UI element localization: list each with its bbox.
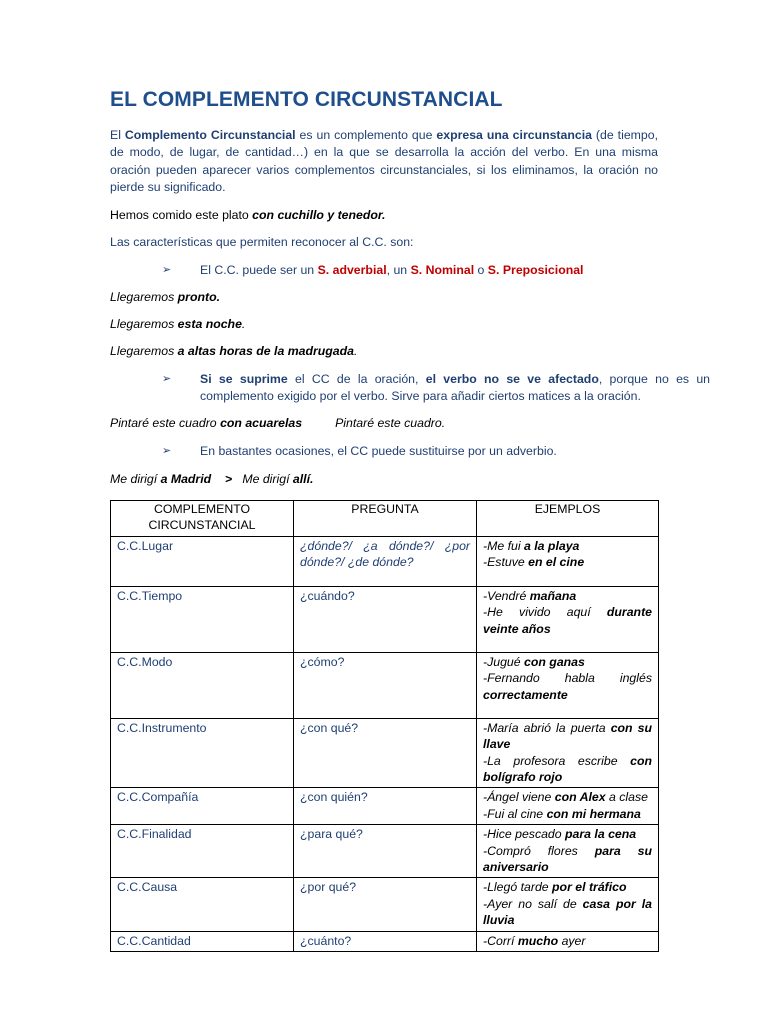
example-line (483, 806, 652, 822)
cc-type-cell: C.C.Compañía (111, 788, 294, 825)
example-text: Hemos comido este plato (110, 208, 253, 222)
example-italic: ayer (558, 933, 586, 948)
example-bold: para su aniversario (483, 843, 652, 875)
examples-cell (477, 718, 659, 788)
example-line (483, 896, 652, 929)
example-bold: casa por la lluvia (483, 896, 652, 928)
intro-paragraph (110, 127, 658, 197)
header-cell: COMPLEMENTO CIRCUNSTANCIAL (111, 501, 294, 537)
example-line (483, 933, 652, 949)
bullet-text: Si se suprime el CC de la oración, el verbo no se ve afectado, porque no es un complemento exigido por el verbo. Sirve para añadir ciertos matices a la oración. (200, 372, 711, 404)
cc-type-cell: C.C.Tiempo (111, 586, 294, 652)
question-cell: ¿con qué? (294, 718, 477, 788)
cc-type-cell: C.C.Instrumento (111, 718, 294, 788)
examples-cell (477, 878, 659, 931)
example-line (483, 654, 652, 670)
examples-cell (477, 536, 659, 586)
question-cell: ¿dónde?/ ¿a dónde?/ ¿por dónde?/ ¿de dónde? (294, 536, 477, 586)
example-line (483, 554, 652, 570)
example-bold: a la playa (524, 538, 580, 553)
example-italic: -Fernando habla inglés (483, 671, 652, 686)
example-italic: a clase (605, 790, 648, 805)
bullet-text: En bastantes ocasiones, el CC puede sustituirse por un adverbio. (200, 444, 557, 458)
table-row (111, 931, 659, 951)
example-bold: con mi hermana (546, 806, 641, 821)
example-italic: -Estuve (483, 555, 529, 570)
example-italic: -Llegó tarde (483, 880, 553, 895)
table-row (111, 536, 659, 586)
cc-type-cell: C.C.Finalidad (111, 825, 294, 878)
cc-type-cell: C.C.Modo (111, 652, 294, 718)
examples-cell (477, 652, 659, 718)
example-line (483, 843, 652, 876)
table-row (111, 718, 659, 788)
intro-text: es un complemento que (295, 128, 437, 142)
example-line (483, 604, 652, 637)
example-italic: -La profesora escribe (483, 753, 631, 768)
example-line (483, 826, 652, 842)
bullet-text: El C.C. puede ser un S. adverbial, un S. Nominal o S. Preposicional (200, 263, 584, 277)
header-cell: EJEMPLOS (477, 501, 659, 537)
example-bold: para la cena (565, 827, 637, 842)
table-row (111, 825, 659, 878)
example-line (483, 588, 652, 604)
example-bold: con bolígrafo rojo (483, 753, 652, 785)
page-title: EL COMPLEMENTO CIRCUNSTANCIAL (110, 88, 503, 111)
example-italic: -Ayer no salí de (483, 896, 583, 911)
intro-bold: expresa una circunstancia (436, 128, 592, 142)
cc-type-cell: C.C.Cantidad (111, 931, 294, 951)
example-sentence: Llegaremos pronto. (110, 290, 221, 304)
table-row (111, 586, 659, 652)
examples-cell (477, 788, 659, 825)
example-italic: -Hice pescado (483, 827, 566, 842)
question-cell: ¿con quién? (294, 788, 477, 825)
table-row (111, 652, 659, 718)
examples-cell (477, 931, 659, 951)
features-intro: Las características que permiten reconocer al C.C. son: (110, 235, 414, 249)
example-bold: con cuchillo y tenedor. (252, 208, 386, 222)
table-header-row (111, 501, 659, 537)
example-italic: -Fui al cine (483, 806, 547, 821)
example-italic: -Compró flores (483, 843, 595, 858)
example-italic: -María abrió la puerta (483, 720, 611, 735)
example-italic: -Ángel viene (483, 790, 555, 805)
arrow-bullet-icon: ➢ (162, 264, 172, 276)
example-line (483, 720, 652, 753)
example-bold: con Alex (554, 790, 606, 805)
example-sentence: Llegaremos esta noche. (110, 317, 246, 331)
example-sentence: Llegaremos a altas horas de la madrugada. (110, 344, 358, 358)
arrow-bullet-icon: ➢ (162, 373, 172, 385)
example-bold: con ganas (524, 654, 585, 669)
examples-cell (477, 586, 659, 652)
question-cell: ¿cuánto? (294, 931, 477, 951)
example-bold: durante veinte años (483, 605, 652, 636)
example-italic: -Vendré (483, 588, 530, 603)
example-line (483, 879, 652, 895)
examples-cell (477, 825, 659, 878)
intro-text: El (110, 128, 125, 142)
question-cell: ¿para qué? (294, 825, 477, 878)
arrow-bullet-icon: ➢ (162, 445, 172, 457)
example-line (483, 670, 652, 703)
example-line (483, 753, 652, 786)
example-bold: con su llave (483, 720, 652, 752)
example-sentence (110, 207, 385, 224)
intro-bold: Complemento Circunstancial (124, 128, 296, 142)
cc-table (110, 500, 659, 952)
example-bold: en el cine (528, 555, 585, 570)
example-sentence: Pintaré este cuadro con acuarelas Pintaré este cuadro. (110, 416, 446, 430)
cc-type-cell: C.C.Causa (111, 878, 294, 931)
example-italic: -Jugué (483, 654, 525, 669)
question-cell: ¿cómo? (294, 652, 477, 718)
example-italic: -Me fui (483, 538, 524, 553)
cc-type-cell: C.C.Lugar (111, 536, 294, 586)
question-cell: ¿cuándo? (294, 586, 477, 652)
example-bold: mucho (517, 933, 559, 948)
example-line (483, 789, 652, 805)
table-row (111, 878, 659, 931)
example-line (483, 538, 652, 554)
example-bold: por el tráfico (552, 880, 627, 895)
example-sentence: Me dirigí a Madrid > Me dirigí allí. (110, 472, 314, 486)
question-cell: ¿por qué? (294, 878, 477, 931)
example-italic: -Corrí (483, 933, 518, 948)
table-row (111, 788, 659, 825)
example-bold: correctamente (483, 687, 568, 702)
example-italic: -He vivido aquí (483, 605, 607, 620)
header-cell: PREGUNTA (294, 501, 477, 537)
example-bold: mañana (529, 588, 577, 603)
intro-text: (de tiempo, de modo, de lugar, de cantidad…) en la que se desarrolla la acción del verbo. En una misma oración pueden aparecer varios complementos circunstanciales, si los eliminamos, la oración no pierde su significado. (110, 128, 658, 195)
